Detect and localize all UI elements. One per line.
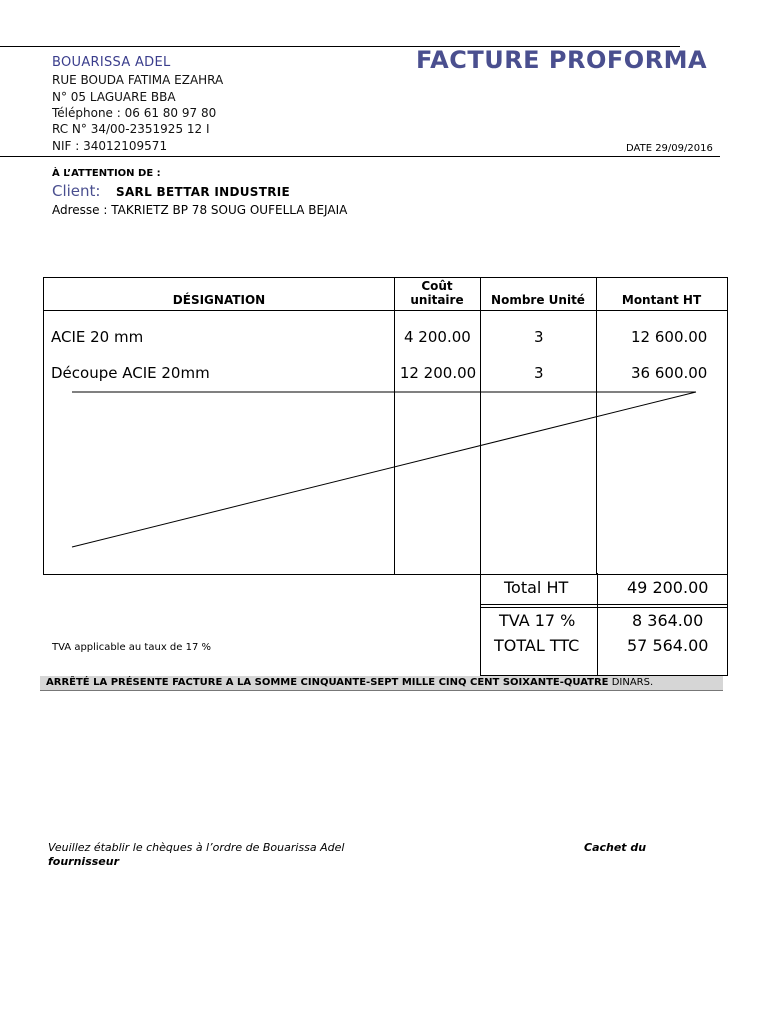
tva-note: TVA applicable au taux de 17 %	[52, 642, 212, 653]
document-title: FACTURE PROFORMA	[416, 46, 708, 74]
client-label: Client:	[52, 182, 101, 200]
row1-unit-cost: 4 200.00	[404, 328, 471, 346]
totals-row-divider	[481, 607, 727, 608]
totals-divider	[597, 573, 598, 675]
row2-designation: Découpe ACIE 20mm	[51, 364, 210, 382]
amount-in-words: ARRÊTÉ LA PRÉSENTE FACTURE A LA SOMME CINQUANTE-SEPT MILLE CINQ CENT SOIXANTE-QUATRE	[46, 677, 609, 688]
cheque-instruction: Veuillez établir le chèques à l’ordre de Bouarissa Adel	[48, 841, 345, 854]
tva-value: 8 364.00	[632, 611, 704, 630]
tva-label: TVA 17 %	[499, 611, 576, 630]
header-quantity: Nombre Unité	[491, 293, 585, 307]
total-ttc-label: TOTAL TTC	[494, 636, 580, 655]
row2-quantity: 3	[534, 364, 544, 382]
items-table	[43, 277, 728, 575]
rc-line: RC N° 34/00-2351925 12 Ⅰ	[52, 122, 210, 136]
amount-in-words-bar	[40, 676, 723, 691]
row1-amount: 12 600.00	[631, 328, 708, 346]
total-ht-value: 49 200.00	[627, 578, 709, 597]
attention-label: À L’ATTENTION DE :	[52, 168, 161, 179]
fournisseur-label: fournisseur	[48, 855, 120, 868]
nif-line: NIF : 34012109571	[52, 139, 168, 153]
header-designation: DÉSIGNATION	[172, 293, 266, 307]
client-address: Adresse : TAKRIETZ BP 78 SOUG OUFELLA BEJAIA	[52, 203, 348, 217]
address-line-street: RUE BOUDA FATIMA EZAHRA	[52, 73, 224, 87]
total-ttc-value: 57 564.00	[627, 636, 709, 655]
client-name: SARL BETTAR INDUSTRIE	[116, 185, 291, 199]
row2-unit-cost: 12 200.00	[399, 364, 477, 382]
header-amount: Montant HT	[621, 293, 702, 307]
phone-line: Téléphone : 06 61 80 97 80	[52, 106, 217, 120]
address-line-city: N° 05 LAGUARE BBA	[52, 90, 176, 104]
invoice-date: DATE 29/09/2016	[626, 143, 713, 154]
void-strike-lines	[44, 278, 727, 574]
header-unit-cost: Coût unitaire	[410, 279, 464, 307]
currency-label: DINARS.	[608, 677, 654, 688]
company-name: BOUARISSA ADEL	[52, 55, 171, 70]
cachet-label: Cachet du	[584, 841, 647, 854]
row2-amount: 36 600.00	[631, 364, 708, 382]
total-ht-label: Total HT	[504, 578, 569, 597]
totals-row-divider	[481, 604, 727, 605]
header-bottom-rule	[0, 156, 720, 157]
totals-box	[480, 573, 728, 676]
row1-designation: ACIE 20 mm	[51, 328, 144, 346]
row1-quantity: 3	[534, 328, 544, 346]
